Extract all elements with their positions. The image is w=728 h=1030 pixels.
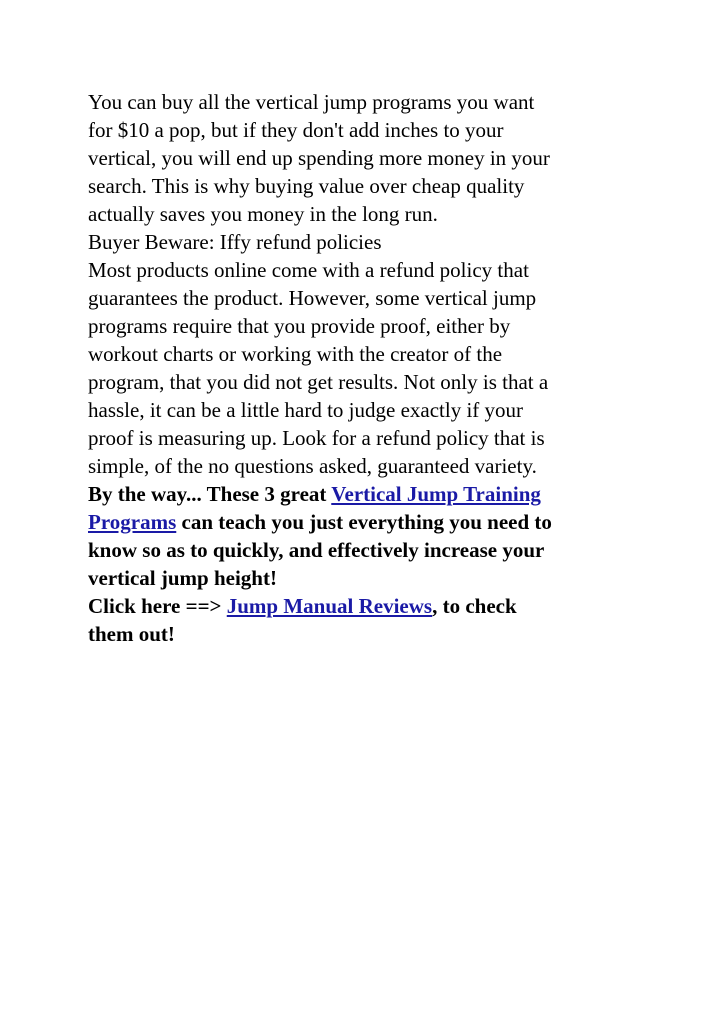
promo-line: them out! [88,622,175,646]
text-line: vertical, you will end up spending more money in your [88,146,550,170]
paragraph-value [88,88,640,228]
text-line: workout charts or working with the creator of the [88,342,503,366]
section-heading: Buyer Beware: Iffy refund policies [88,230,382,254]
promo-line [88,480,640,508]
text-line: simple, of the no questions asked, guaranteed variety. [88,454,537,478]
text-line: actually saves you money in the long run. [88,202,438,226]
text-line: for $10 a pop, but if they don't add inches to your [88,118,504,142]
vertical-jump-programs-link-continued[interactable]: Programs [88,510,177,534]
paragraph-refund [88,256,640,480]
jump-manual-reviews-link[interactable]: Jump Manual Reviews [226,594,433,618]
promo-line [88,508,640,536]
promo-paragraph [88,480,640,648]
promo-line: vertical jump height! [88,566,277,590]
text-line: hassle, it can be a little hard to judge exactly if your [88,398,524,422]
text-line: programs require that you provide proof, either by [88,314,511,338]
text-line: guarantees the product. However, some vertical jump [88,286,537,310]
promo-line: know so as to quickly, and effectively increase your [88,538,545,562]
promo-text: By the way... These 3 great [88,482,332,506]
vertical-jump-programs-link[interactable]: Vertical Jump Training [331,482,541,506]
text-line: program, that you did not get results. Not only is that a [88,370,549,394]
promo-line [88,592,640,620]
text-line: proof is measuring up. Look for a refund policy that is [88,426,545,450]
promo-text: , to check [432,594,517,618]
document-page [88,88,640,648]
text-line: search. This is why buying value over cheap quality [88,174,525,198]
text-line: You can buy all the vertical jump programs you want [88,90,535,114]
promo-text: Click here ==> [88,594,227,618]
promo-text: can teach you just everything you need to [176,510,552,534]
text-line: Most products online come with a refund policy that [88,258,529,282]
